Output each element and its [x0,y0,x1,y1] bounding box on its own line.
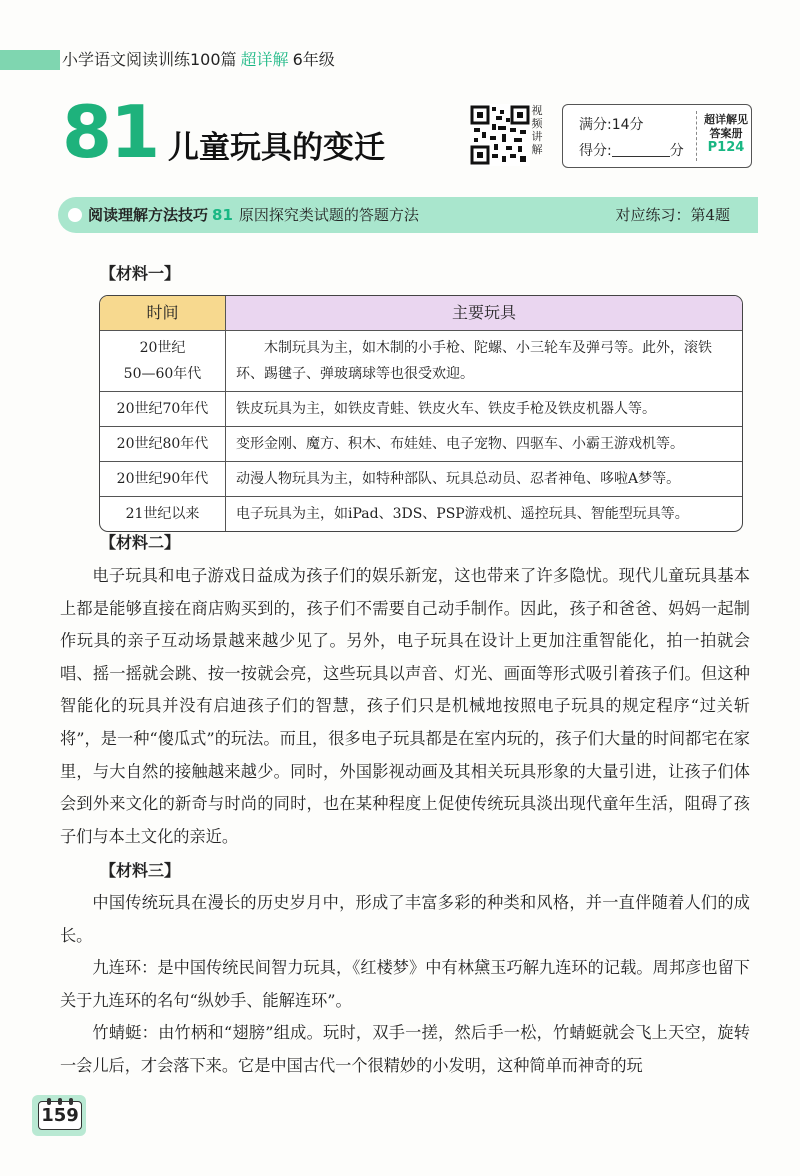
score-line [579,140,684,160]
table-cell-time: 20世纪80年代 [100,427,226,461]
qr-code-icon[interactable] [470,104,530,166]
answer-note-1: 超详解见 [704,113,748,126]
material3-paragraph-3: 竹蜻蜓：由竹柄和“翅膀”组成。玩时，双手一搓，然后手一松，竹蜻蜓就会飞上天空，旋转一会儿后，才会落下来。它是中国古代一个很精妙的小发明，这种简单而神奇的玩 [60,1023,750,1075]
material1-heading: 【材料一】 [100,264,181,283]
answer-page: P124 [707,140,745,155]
table-row [100,391,742,426]
table-row [100,330,742,391]
table-cell-time: 20世纪70年代 [100,392,226,426]
score-label: 得分: [579,143,612,159]
binder-ring-icon [58,1098,62,1105]
table-cell-toys: 电子玩具为主，如iPad、3DS、PSP游戏机、遥控玩具、智能型玩具等。 [236,506,689,522]
method-banner [58,197,758,233]
score-divider [696,111,697,161]
running-header [62,49,335,71]
binder-ring-icon [47,1098,51,1105]
material3-paragraph-2: 九连环：是中国传统民间智力玩具，《红楼梦》中有林黛玉巧解九连环的记载。周邦彦也留下关于九连环的名句“纵妙手、能解连环”。 [60,958,750,1010]
practice-ref: 对应练习：第4题 [615,206,730,224]
table-cell-toys: 动漫人物玩具为主，如特种部队、玩具总动员、忍者神龟、哆啦A梦等。 [236,471,681,487]
grade-label: 6年级 [292,50,335,69]
binder-ring-icon [69,1098,73,1105]
method-number: 81 [212,206,233,224]
table-header-toys: 主要玩具 [226,296,742,330]
header-color-bar [0,50,60,70]
table-cell-toys: 铁皮玩具为主，如铁皮青蛙、铁皮火车、铁皮手枪及铁皮机器人等。 [236,401,656,417]
method-label: 阅读理解方法技巧 [88,206,209,224]
page-number [38,1101,82,1130]
table-row [100,496,742,531]
table-header-row [100,296,742,330]
table-row [100,426,742,461]
material3-heading: 【材料三】 [100,861,181,880]
page-number-text: 159 [41,1105,79,1126]
table-cell-time: 20世纪90年代 [100,462,226,496]
answer-note-2: 答案册 [709,127,743,140]
method-topic: 原因探究类试题的答题方法 [238,206,419,224]
score-box [562,104,752,168]
banner-dot-icon [68,208,82,222]
table-row [100,461,742,496]
table-cell-toys: 木制玩具为主，如木制的小手枪、陀螺、小三轮车及弹弓等。此外，滚铁环、踢毽子、弹玻璃球等也很受欢迎。 [236,340,712,382]
full-score: 满分:14分 [579,117,644,133]
method-title [88,204,419,226]
table-cell-time: 21世纪以来 [100,497,226,531]
lesson-title: 儿童玩具的变迁 [168,130,385,166]
table-header-time: 时间 [100,296,226,330]
score-unit: 分 [669,143,684,159]
lesson-number: 81 [62,90,159,174]
toy-table [99,295,743,532]
table-cell-time: 20世纪 50—60年代 [100,331,226,391]
score-blank[interactable] [612,142,670,157]
table-cell-toys: 变形金刚、魔方、积木、布娃娃、电子宠物、四驱车、小霸王游戏机等。 [236,436,684,452]
material2-heading: 【材料二】 [100,533,181,552]
answer-reference [701,113,751,155]
book-title: 小学语文阅读训练100篇 [62,50,237,69]
material3-paragraph-1: 中国传统玩具在漫长的历史岁月中，形成了丰富多彩的种类和风格，并一直伴随着人们的成长。 [60,893,750,945]
qr-caption: 视频讲解 [531,104,543,156]
book-accent: 超详解 [240,50,289,69]
material2-paragraph: 电子玩具和电子游戏日益成为孩子们的娱乐新宠，这也带来了许多隐忧。现代儿童玩具基本上都是能够直接在商店购买到的，孩子们不需要自己动手制作。因此，孩子和爸爸、妈妈一起制作玩具的亲子互动场景越来越少见了。另外，电子玩具在设计上更加注重智能化，拍一拍就会唱、摇一摇就会跳、按一按就会亮，这些玩具以声音、灯光、画面等形式吸引着孩子们。但这种智能化的玩具并没有启迪孩子们的智慧，孩子们只是机械地按照电子玩具的规定程序“过关斩将”，是一种“傻瓜式”的玩法。而且，很多电子玩具都是在室内玩的，孩子们大量的时间都宅在家里，与大自然的接触越来越少。同时，外国影视动画及其相关玩具形象的大量引进，让孩子们体会到外来文化的新奇与时尚的同时，也在某种程度上促使传统玩具淡出现代童年生活，阻碍了孩子们与本土文化的亲近。 [60,566,750,846]
